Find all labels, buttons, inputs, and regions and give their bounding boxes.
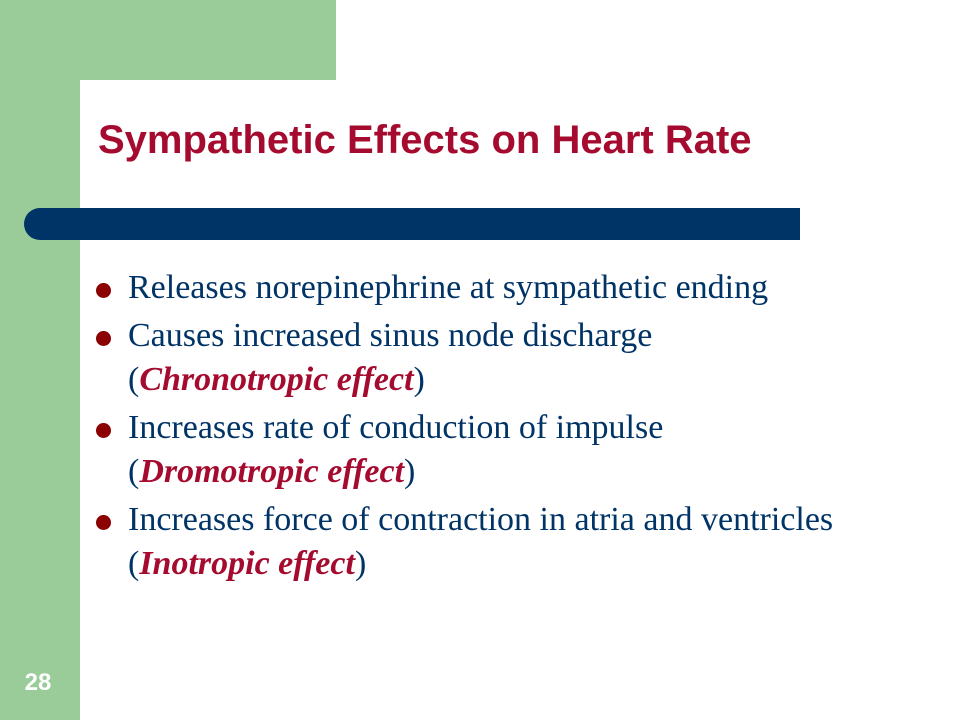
slide-number: 28 (24, 669, 52, 696)
slide-title: Sympathetic Effects on Heart Rate (98, 118, 752, 162)
bullet-dot-icon (96, 423, 111, 438)
title-underline-bar (24, 208, 800, 240)
bullet-dot-icon (96, 283, 111, 298)
frame-left-band (0, 0, 80, 720)
effect-term: Chronotropic effect (139, 361, 414, 398)
paren-open: ( (128, 453, 140, 490)
list-item (96, 498, 856, 586)
list-item (96, 406, 856, 494)
bullet-dot-icon (96, 515, 111, 530)
effect-term: Inotropic effect (139, 545, 355, 582)
bullet-dot-icon (96, 331, 111, 346)
effect-term: Dromotropic effect (139, 453, 405, 490)
paren-close: ) (404, 453, 416, 490)
paren-open: ( (128, 545, 140, 582)
list-item (96, 314, 856, 402)
paren-close: ) (354, 545, 367, 582)
bullet-text: Releases norepinephrine at sympathetic ending (128, 269, 769, 306)
bullet-text: Causes increased sinus node discharge (128, 317, 653, 354)
frame-top-band (0, 0, 336, 80)
bullet-list (96, 266, 856, 590)
paren-open: ( (128, 361, 140, 398)
paren-close: ) (413, 361, 425, 398)
bullet-text: Increases force of contraction in atria and ventricles (128, 501, 834, 538)
list-item (96, 266, 856, 310)
bullet-text: Increases rate of conduction of impulse (128, 409, 664, 446)
